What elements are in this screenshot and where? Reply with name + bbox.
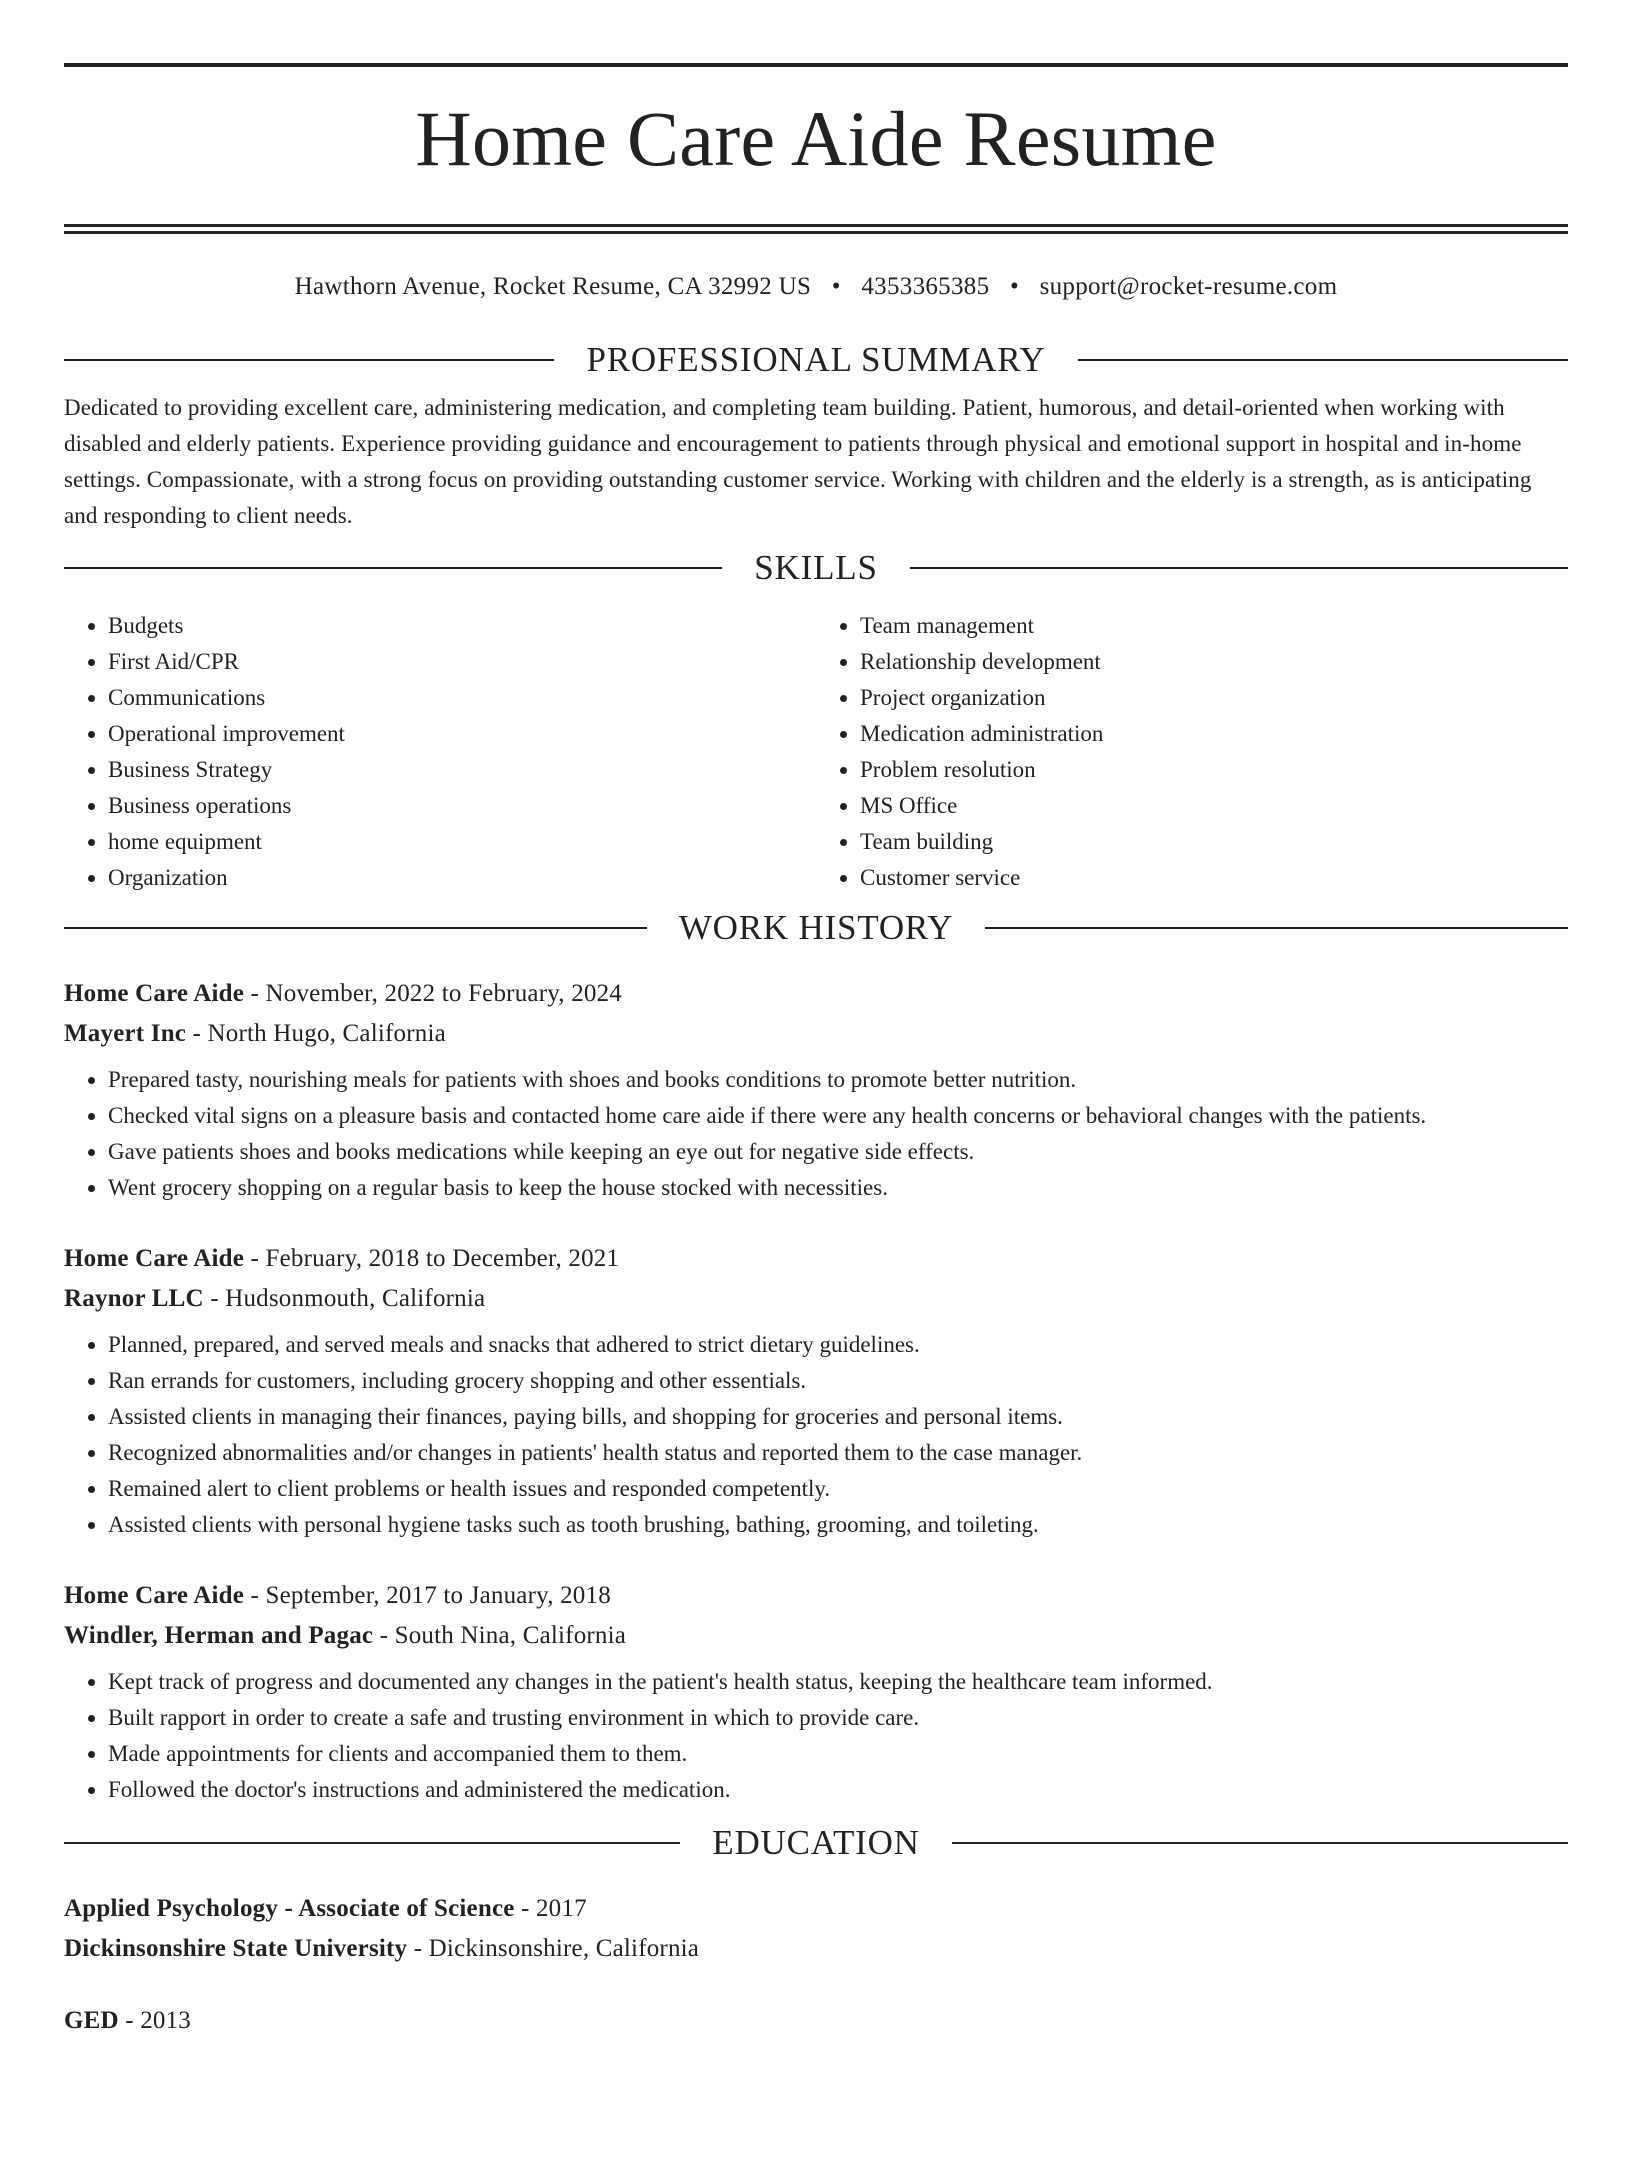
education-year: - 2013 xyxy=(118,2007,192,2035)
job-duty: • Made appointments for clients and accompanied them to them. xyxy=(108,1736,1568,1772)
skill-item: • MS Office xyxy=(860,788,1568,824)
job-location: - North Hugo, California xyxy=(186,1020,446,1048)
skill-item: • Project organization xyxy=(860,680,1568,716)
job-duty: • Gave patients shoes and books medications while keeping an eye out for negative side effects. xyxy=(108,1134,1568,1170)
contact-separator: • xyxy=(831,273,841,301)
job-duty: • Kept track of progress and documented any changes in the patient's health status, keeping the healthcare team informed. xyxy=(108,1664,1568,1700)
skill-item: • Business Strategy xyxy=(108,752,816,788)
job-title-line xyxy=(64,1239,1568,1279)
job-dates: - November, 2022 to February, 2024 xyxy=(244,980,623,1008)
education-degree: GED xyxy=(64,2007,119,2035)
job-title-line xyxy=(64,974,1568,1014)
education-heading xyxy=(64,1823,1568,1863)
skill-item: • home equipment xyxy=(108,824,816,860)
job-duty: • Recognized abnormalities and/or changes in patients' health status and reported them to the case manager. xyxy=(108,1435,1568,1471)
contact-phone: 4353365385 xyxy=(861,273,990,301)
work-history-heading-label: WORK HISTORY xyxy=(678,908,954,948)
skill-item: • Team management xyxy=(860,608,1568,644)
job-duty: • Checked vital signs on a pleasure basis and contacted home care aide if there were any health concerns or behavioral changes with the patients. xyxy=(108,1098,1568,1134)
education-degree: Applied Psychology - Associate of Science xyxy=(64,1895,515,1923)
summary-text: Dedicated to providing excellent care, administering medication, and completing team building. Patient, humorous, and detail-oriented when working with disabled and elderly patients. Experience providing guidance and encouragement to patients through physical and emotional support in hospital and in-home settings. Compassionate, with a strong focus on providing outstanding customer service. Working with children and the elderly is a strength, as is anticipating and responding to client needs. xyxy=(64,395,1532,529)
job-company-line xyxy=(64,1279,1568,1319)
job-duty: • Followed the doctor's instructions and administered the medication. xyxy=(108,1772,1568,1808)
education-school: Dickinsonshire State University xyxy=(64,1935,408,1963)
job-duty: • Planned, prepared, and served meals and snacks that adhered to strict dietary guidelines. xyxy=(108,1327,1568,1363)
resume-page xyxy=(0,63,1632,2175)
top-rule xyxy=(64,63,1568,67)
skill-item: • First Aid/CPR xyxy=(108,644,816,680)
job-entry xyxy=(64,974,1568,1206)
skill-item: • Organization xyxy=(108,860,816,896)
skills-columns xyxy=(64,608,1568,896)
job-duties xyxy=(64,1664,1568,1808)
skills-heading xyxy=(64,548,1568,588)
skill-item: • Problem resolution xyxy=(860,752,1568,788)
job-dates: - February, 2018 to December, 2021 xyxy=(244,1245,620,1273)
title-double-rule xyxy=(64,224,1568,234)
contact-email: support@rocket-resume.com xyxy=(1039,273,1338,301)
job-duty: • Built rapport in order to create a safe and trusting environment in which to provide care. xyxy=(108,1700,1568,1736)
job-location: - South Nina, California xyxy=(373,1622,627,1650)
skill-item: • Business operations xyxy=(108,788,816,824)
heading-rule-right xyxy=(1078,359,1568,361)
education-degree-line xyxy=(64,1889,1568,1929)
job-title: Home Care Aide xyxy=(64,1582,245,1610)
skill-item: • Budgets xyxy=(108,608,816,644)
skill-item: • Medication administration xyxy=(860,716,1568,752)
job-dates: - September, 2017 to January, 2018 xyxy=(244,1582,611,1610)
job-title: Home Care Aide xyxy=(64,1245,245,1273)
job-company-line xyxy=(64,1616,1568,1656)
heading-rule-left xyxy=(64,927,647,929)
job-duties xyxy=(64,1062,1568,1206)
summary-heading-label: PROFESSIONAL SUMMARY xyxy=(586,340,1046,380)
education-degree-line xyxy=(64,2001,1568,2041)
skill-item: • Team building xyxy=(860,824,1568,860)
contact-address: Hawthorn Avenue, Rocket Resume, CA 32992 US xyxy=(294,273,812,301)
job-entry xyxy=(64,1576,1568,1808)
job-company: Mayert Inc xyxy=(64,1020,187,1048)
summary-heading xyxy=(64,340,1568,380)
work-history-heading xyxy=(64,908,1568,948)
heading-rule-left xyxy=(64,567,722,569)
heading-rule-right xyxy=(985,927,1568,929)
contact-separator: • xyxy=(1009,273,1019,301)
skill-item: • Customer service xyxy=(860,860,1568,896)
job-duty: • Ran errands for customers, including grocery shopping and other essentials. xyxy=(108,1363,1568,1399)
heading-rule-right xyxy=(952,1842,1568,1844)
job-duty: • Went grocery shopping on a regular basis to keep the house stocked with necessities. xyxy=(108,1170,1568,1206)
job-duty: • Prepared tasty, nourishing meals for patients with shoes and books conditions to promote better nutrition. xyxy=(108,1062,1568,1098)
heading-rule-right xyxy=(910,567,1568,569)
skills-list-right xyxy=(816,608,1568,896)
job-entry xyxy=(64,1239,1568,1543)
education-entry xyxy=(64,2001,1568,2041)
skill-item: • Operational improvement xyxy=(108,716,816,752)
skill-item: • Communications xyxy=(108,680,816,716)
job-company: Raynor LLC xyxy=(64,1285,204,1313)
education-heading-label: EDUCATION xyxy=(712,1823,920,1863)
contact-line xyxy=(64,272,1568,302)
job-title: Home Care Aide xyxy=(64,980,245,1008)
job-company: Windler, Herman and Pagac xyxy=(64,1622,374,1650)
skill-item: • Relationship development xyxy=(860,644,1568,680)
job-title-line xyxy=(64,1576,1568,1616)
job-duties xyxy=(64,1327,1568,1543)
job-duty: • Assisted clients in managing their finances, paying bills, and shopping for groceries and personal items. xyxy=(108,1399,1568,1435)
education-year: - 2017 xyxy=(514,1895,587,1923)
education-location: - Dickinsonshire, California xyxy=(407,1935,700,1963)
skills-list-left xyxy=(64,608,816,896)
heading-rule-left xyxy=(64,1842,680,1844)
heading-rule-left xyxy=(64,359,554,361)
education-school-line xyxy=(64,1929,1568,1969)
skills-heading-label: SKILLS xyxy=(754,548,878,588)
job-duty: • Remained alert to client problems or health issues and responded competently. xyxy=(108,1471,1568,1507)
job-company-line xyxy=(64,1014,1568,1054)
resume-title: Home Care Aide Resume xyxy=(415,95,1217,182)
job-duty: • Assisted clients with personal hygiene tasks such as tooth brushing, bathing, grooming, and toileting. xyxy=(108,1507,1568,1543)
education-entry xyxy=(64,1889,1568,1969)
job-location: - Hudsonmouth, California xyxy=(203,1285,486,1313)
